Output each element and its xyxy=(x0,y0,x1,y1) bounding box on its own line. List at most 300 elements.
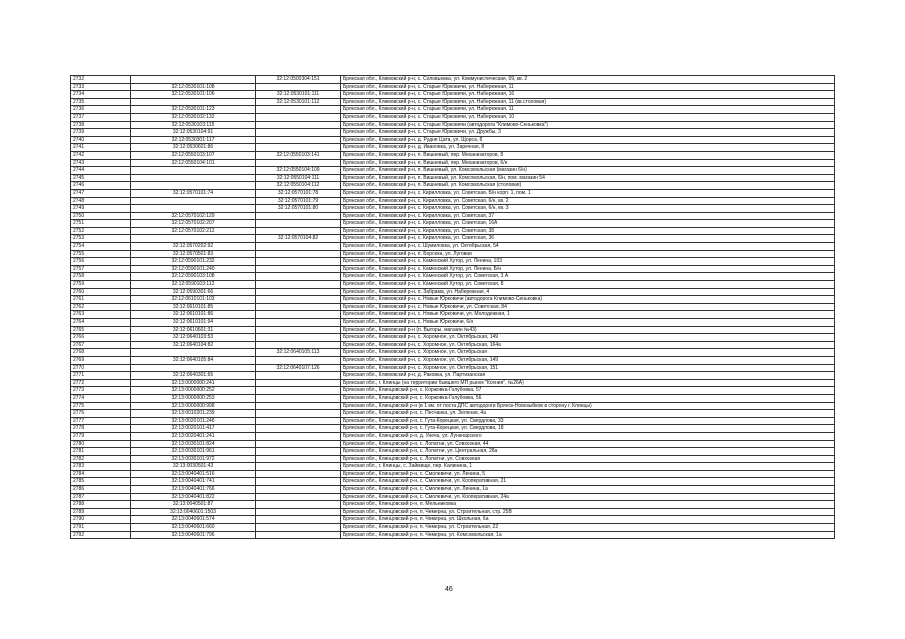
table-row xyxy=(71,243,835,251)
building-cadastral-number-cell xyxy=(256,440,341,448)
row-number-cell: 2768 xyxy=(71,349,131,357)
table-row xyxy=(71,106,835,114)
address-cell: Брянская обл., Климовский р-н, п. Вишневый, пер. Механизаторов, 6/н xyxy=(341,159,835,167)
table-row xyxy=(71,220,835,228)
table-row xyxy=(71,394,835,402)
address-cell: Брянская обл., Клинцовский р-н, п. Мельниковка xyxy=(341,501,835,509)
land-cadastral-number-cell: 32:13:0040401:516 xyxy=(131,470,256,478)
table-row xyxy=(71,463,835,471)
row-number-cell: 2777 xyxy=(71,417,131,425)
table-row xyxy=(71,501,835,509)
building-cadastral-number-cell xyxy=(256,136,341,144)
address-cell: Брянская обл., Климовский р-н, с. Каменский Хутор, ул. Советская, 3 А xyxy=(341,273,835,281)
building-cadastral-number-cell xyxy=(256,273,341,281)
table-row xyxy=(71,516,835,524)
address-cell: Брянская обл., Клинцовский р-н, с. Смолевичи, ул. Кооперативная, 21 xyxy=(341,478,835,486)
address-cell: Брянская обл., Климовский р-н, п. Забрама, ул. Набережная, 4 xyxy=(341,288,835,296)
table-row xyxy=(71,205,835,213)
address-cell: Брянская обл., Клинцовский р-н, д. Унеча, ул. Луначарского xyxy=(341,432,835,440)
land-cadastral-number-cell: 32:13:0040601:660 xyxy=(131,524,256,532)
land-cadastral-number-cell: 32:13:0040401:822 xyxy=(131,493,256,501)
address-cell: Брянская обл., Климовский р-н, с. Хоромное, ул. Октябрьская, 149 xyxy=(341,334,835,342)
address-cell: Брянская обл., Климовский р-н, с. Шумиловка, ул. Октябрьская, 54 xyxy=(341,243,835,251)
table-row xyxy=(71,486,835,494)
address-cell: Брянская обл., Климовский р-н, с. Старые Юрковичи, ул. Набережная, 16 xyxy=(341,91,835,99)
address-cell: Брянская обл., Климовский р-н, с. Хоромное, ул. Октябрьская, 164а xyxy=(341,341,835,349)
building-cadastral-number-cell: 32:12:0570101:79 xyxy=(256,197,341,205)
land-cadastral-number-cell: 32:13:0020101:246 xyxy=(131,417,256,425)
building-cadastral-number-cell xyxy=(256,470,341,478)
land-cadastral-number-cell: 32:12:0640105:84 xyxy=(131,356,256,364)
land-cadastral-number-cell: 32:12:0530101:108 xyxy=(131,83,256,91)
land-cadastral-number-cell: 32:12:0570102:129 xyxy=(131,212,256,220)
land-cadastral-number-cell: 32:13:0010201:239 xyxy=(131,410,256,418)
address-cell: Брянская обл., Клинцовский р-н, с. Смолевичи, ул. Ленина, 5 xyxy=(341,470,835,478)
address-cell: Брянская обл., Климовский р-н, с. Хоромное, ул. Октябрьская xyxy=(341,349,835,357)
table-row xyxy=(71,379,835,387)
land-cadastral-number-cell: 32:12:0640104:82 xyxy=(131,341,256,349)
row-number-cell: 2782 xyxy=(71,455,131,463)
table-row xyxy=(71,326,835,334)
land-cadastral-number-cell: 32:13:0020401:241 xyxy=(131,432,256,440)
building-cadastral-number-cell: 32:12:0640107:126 xyxy=(256,364,341,372)
land-cadastral-number-cell: 32:12:0610101:103 xyxy=(131,296,256,304)
address-cell: Брянская обл., Климовский р-н, с. Кирилловка, ул. Советская, 37 xyxy=(341,212,835,220)
table-row xyxy=(71,250,835,258)
table-row xyxy=(71,349,835,357)
address-cell: Брянская обл., Климовский р-н, с. Старые Юрковичи, ул. Набережная, 11 xyxy=(341,106,835,114)
table-row xyxy=(71,448,835,456)
table-row xyxy=(71,432,835,440)
table-row xyxy=(71,227,835,235)
row-number-cell: 2787 xyxy=(71,493,131,501)
building-cadastral-number-cell: 32:12:0500304:151 xyxy=(256,76,341,84)
row-number-cell: 2746 xyxy=(71,182,131,190)
register-table xyxy=(70,75,835,539)
building-cadastral-number-cell: 32:12:0530101:112 xyxy=(256,98,341,106)
building-cadastral-number-cell: 32:12:0530101:111 xyxy=(256,91,341,99)
table-row xyxy=(71,440,835,448)
table-row xyxy=(71,189,835,197)
land-cadastral-number-cell: 32:12:0640103:53 xyxy=(131,334,256,342)
land-cadastral-number-cell: 32:13:0030101:961 xyxy=(131,448,256,456)
row-number-cell: 2772 xyxy=(71,379,131,387)
address-cell: Брянская обл., Клинцовский р-н, с. Коржовка-Голубовка, 57 xyxy=(341,387,835,395)
table-row xyxy=(71,493,835,501)
address-cell: Брянская обл., Климовский р-н, п. Вишневый, ул. Комсомольская, 6/н, пом. магазин 54 xyxy=(341,174,835,182)
building-cadastral-number-cell: 32:12:0570101:80 xyxy=(256,205,341,213)
register-table-body xyxy=(71,76,835,539)
land-cadastral-number-cell xyxy=(131,182,256,190)
land-cadastral-number-cell xyxy=(131,235,256,243)
table-row xyxy=(71,356,835,364)
address-cell: Брянская обл., Климовский р-н, с. Новые Юрковичи, ул. Советская, 84 xyxy=(341,303,835,311)
land-cadastral-number-cell: 32:12:0640301:65 xyxy=(131,372,256,380)
table-row xyxy=(71,387,835,395)
address-cell: Брянская обл., Клинцовский р-н, с. Лопатни, ул. Совхозная xyxy=(341,455,835,463)
row-number-cell: 2737 xyxy=(71,113,131,121)
table-row xyxy=(71,334,835,342)
table-row xyxy=(71,83,835,91)
table-row xyxy=(71,319,835,327)
building-cadastral-number-cell: 32:12:0570104:82 xyxy=(256,235,341,243)
address-cell: Брянская обл., Клинцовский р-н, с. Лопатни, ул. Совхозная, 44 xyxy=(341,440,835,448)
building-cadastral-number-cell xyxy=(256,106,341,114)
table-row xyxy=(71,410,835,418)
building-cadastral-number-cell xyxy=(256,281,341,289)
row-number-cell: 2748 xyxy=(71,197,131,205)
row-number-cell: 2759 xyxy=(71,281,131,289)
row-number-cell: 2764 xyxy=(71,319,131,327)
address-cell: Брянская обл., Клинцовский р-н, с. Коржовка-Голубовка, 56 xyxy=(341,394,835,402)
address-cell: Брянская обл., Климовский р-н (п. Выгоры, магазин №43) xyxy=(341,326,835,334)
address-cell: Брянская обл., Климовский р-н, с. Хоромное, ул. Октябрьская, 151 xyxy=(341,364,835,372)
address-cell: Брянская обл., Климовский р-н, с. Новые Юрковичи, ул. Молодежная, 1 xyxy=(341,311,835,319)
building-cadastral-number-cell xyxy=(256,311,341,319)
row-number-cell: 2791 xyxy=(71,524,131,532)
address-cell: Брянская обл., Климовский р-н, п. Вишневый, пер. Механизаторов, 8 xyxy=(341,151,835,159)
row-number-cell: 2732 xyxy=(71,76,131,84)
land-cadastral-number-cell: 32:12:0590301:66 xyxy=(131,288,256,296)
row-number-cell: 2747 xyxy=(71,189,131,197)
row-number-cell: 2761 xyxy=(71,296,131,304)
row-number-cell: 2742 xyxy=(71,151,131,159)
land-cadastral-number-cell xyxy=(131,98,256,106)
building-cadastral-number-cell xyxy=(256,121,341,129)
land-cadastral-number-cell: 32:13:0040401:741 xyxy=(131,478,256,486)
table-row xyxy=(71,303,835,311)
table-row xyxy=(71,425,835,433)
address-cell: Брянская обл., г. Клинцы, с. Займище, пер. Калинина, 1 xyxy=(341,463,835,471)
table-row xyxy=(71,129,835,137)
land-cadastral-number-cell: 32:12:0590103:108 xyxy=(131,273,256,281)
building-cadastral-number-cell xyxy=(256,425,341,433)
address-cell: Брянская обл., Климовский р-н, п. Борсека, ул. Луговая xyxy=(341,250,835,258)
land-cadastral-number-cell xyxy=(131,174,256,182)
address-cell: Брянская обл., Климовский р-н, с. Новые Юрковичи (автодорога Климово-Сеньковка) xyxy=(341,296,835,304)
row-number-cell: 2758 xyxy=(71,273,131,281)
building-cadastral-number-cell xyxy=(256,265,341,273)
address-cell: Брянская обл., Клинцовский р-н, п. Чемерна, ул. Строительная, 22 xyxy=(341,524,835,532)
table-row xyxy=(71,167,835,175)
building-cadastral-number-cell xyxy=(256,387,341,395)
land-cadastral-number-cell: 32:12:0550103:107 xyxy=(131,151,256,159)
building-cadastral-number-cell xyxy=(256,334,341,342)
building-cadastral-number-cell: 32:12:0550104:111 xyxy=(256,174,341,182)
address-cell: Брянская обл., Климовский р-н, с. Каменский Хутор, ул. Советская, 8 xyxy=(341,281,835,289)
land-cadastral-number-cell: 32:13:0030101:972 xyxy=(131,455,256,463)
row-number-cell: 2760 xyxy=(71,288,131,296)
building-cadastral-number-cell xyxy=(256,227,341,235)
address-cell: Брянская обл., Климовский р-н, с. Соловьевка, ул. Коммунистическая, 99, кв. 2 xyxy=(341,76,835,84)
address-cell: Брянская обл., Клинцовский р-н, п. Чемерна, ул. Школьная, 6а xyxy=(341,516,835,524)
land-cadastral-number-cell: 32:12:0530103:115 xyxy=(131,121,256,129)
building-cadastral-number-cell xyxy=(256,402,341,410)
row-number-cell: 2751 xyxy=(71,220,131,228)
table-row xyxy=(71,151,835,159)
building-cadastral-number-cell xyxy=(256,524,341,532)
row-number-cell: 2739 xyxy=(71,129,131,137)
address-cell: Брянская обл., Климовский р-н, с. Старые Юрковичи (автодорога "Климово-Сеньковка") xyxy=(341,121,835,129)
address-cell: Брянская обл., Климовский р-н, с. Кирилловка, ул. Советская, 38 xyxy=(341,227,835,235)
building-cadastral-number-cell xyxy=(256,501,341,509)
land-cadastral-number-cell: 32:12:0570202:92 xyxy=(131,243,256,251)
address-cell: Брянская обл., Клинцовский р-н (в 1 км. от поста ДПС автодороги Брянск-Новозыбков в сторону г. Клинцы) xyxy=(341,402,835,410)
building-cadastral-number-cell xyxy=(256,448,341,456)
row-number-cell: 2770 xyxy=(71,364,131,372)
building-cadastral-number-cell xyxy=(256,250,341,258)
address-cell: Брянская обл., Климовский р-н, д. Ивановка, ул. Заречная, 8 xyxy=(341,144,835,152)
land-cadastral-number-cell: 32:13:0030101:824 xyxy=(131,440,256,448)
address-cell: Брянская обл., Клинцовский р-н, с. Лопатни, ул. Центральная, 28а xyxy=(341,448,835,456)
table-row xyxy=(71,212,835,220)
row-number-cell: 2756 xyxy=(71,258,131,266)
table-row xyxy=(71,258,835,266)
land-cadastral-number-cell: 32:13:0020101:417 xyxy=(131,425,256,433)
row-number-cell: 2767 xyxy=(71,341,131,349)
table-row xyxy=(71,265,835,273)
building-cadastral-number-cell: 32:12:0550104:109 xyxy=(256,167,341,175)
building-cadastral-number-cell xyxy=(256,341,341,349)
row-number-cell: 2765 xyxy=(71,326,131,334)
table-row xyxy=(71,402,835,410)
row-number-cell: 2762 xyxy=(71,303,131,311)
table-row xyxy=(71,524,835,532)
building-cadastral-number-cell xyxy=(256,516,341,524)
land-cadastral-number-cell: 32:13:0040601:574 xyxy=(131,516,256,524)
land-cadastral-number-cell: 32:13:0000000:241 xyxy=(131,379,256,387)
building-cadastral-number-cell xyxy=(256,220,341,228)
table-row xyxy=(71,341,835,349)
land-cadastral-number-cell: 32:12:0610601:31 xyxy=(131,326,256,334)
table-row xyxy=(71,136,835,144)
row-number-cell: 2790 xyxy=(71,516,131,524)
table-row xyxy=(71,531,835,539)
address-cell: Брянская обл., Клинцовский р-н, с. Гута-Корецкая, ул. Свердлова, 33 xyxy=(341,417,835,425)
row-number-cell: 2733 xyxy=(71,83,131,91)
row-number-cell: 2771 xyxy=(71,372,131,380)
building-cadastral-number-cell xyxy=(256,303,341,311)
row-number-cell: 2757 xyxy=(71,265,131,273)
land-cadastral-number-cell: 32:13:0000000:252 xyxy=(131,387,256,395)
address-cell: Брянская обл., Климовский р-н, с. Старые Юрковичи, ул. Набережная, 10 xyxy=(341,113,835,121)
row-number-cell: 2773 xyxy=(71,387,131,395)
land-cadastral-number-cell: 32:12:0570102:207 xyxy=(131,220,256,228)
row-number-cell: 2755 xyxy=(71,250,131,258)
land-cadastral-number-cell: 32:12:0530101:123 xyxy=(131,106,256,114)
land-cadastral-number-cell: 32:12:0530301:117 xyxy=(131,136,256,144)
table-row xyxy=(71,98,835,106)
row-number-cell: 2792 xyxy=(71,531,131,539)
land-cadastral-number-cell: 32:12:0570101:74 xyxy=(131,189,256,197)
building-cadastral-number-cell xyxy=(256,113,341,121)
building-cadastral-number-cell: 32:12:0570101:78 xyxy=(256,189,341,197)
land-cadastral-number-cell: 32:12:0610101:86 xyxy=(131,311,256,319)
address-cell: Брянская обл., Климовский р-н, с. Кирилловка, ул. Советская, Б/н корп. 1, пом. 1 xyxy=(341,189,835,197)
address-cell: Брянская обл., Климовский р-н, с. Каменский Хутор, ул. Ленина, Б/н xyxy=(341,265,835,273)
building-cadastral-number-cell xyxy=(256,463,341,471)
table-row xyxy=(71,144,835,152)
row-number-cell: 2745 xyxy=(71,174,131,182)
row-number-cell: 2749 xyxy=(71,205,131,213)
address-cell: Брянская обл., Климовский р-н, с. Кирилловка, ул. Советская, 16А xyxy=(341,220,835,228)
building-cadastral-number-cell: 32:12:0640105:113 xyxy=(256,349,341,357)
building-cadastral-number-cell xyxy=(256,319,341,327)
row-number-cell: 2786 xyxy=(71,486,131,494)
address-cell: Брянская обл., Климовский р-н, с. Кирилловка, ул. Советская, 36 xyxy=(341,235,835,243)
address-cell: Брянская обл., Климовский р-н, с. Старые Юрковичи, ул. Дружбы, 3 xyxy=(341,129,835,137)
table-row xyxy=(71,182,835,190)
table-row xyxy=(71,455,835,463)
table-row xyxy=(71,235,835,243)
land-cadastral-number-cell xyxy=(131,76,256,84)
building-cadastral-number-cell xyxy=(256,417,341,425)
land-cadastral-number-cell xyxy=(131,197,256,205)
address-cell: Брянская обл., Климовский р-н, с. Хоромное, ул. Октябрьская, 149 xyxy=(341,356,835,364)
land-cadastral-number-cell: 32:12:0550104:101 xyxy=(131,159,256,167)
table-row xyxy=(71,470,835,478)
address-cell: Брянская обл., Климовский р-н, с. Новые Юрковичи, 6/н xyxy=(341,319,835,327)
table-row xyxy=(71,174,835,182)
row-number-cell: 2736 xyxy=(71,106,131,114)
row-number-cell: 2780 xyxy=(71,440,131,448)
address-cell: Брянская обл., Клинцовский р-н, п. Чемерна, ул. Строительная, стр. 25В xyxy=(341,508,835,516)
land-cadastral-number-cell: 32:13:0000000:253 xyxy=(131,394,256,402)
building-cadastral-number-cell xyxy=(256,394,341,402)
row-number-cell: 2769 xyxy=(71,356,131,364)
land-cadastral-number-cell: 32:12:0530101:106 xyxy=(131,91,256,99)
address-cell: Брянская обл., Климовский р-н, п. Вишневый, ул. Комсомольская (магазин 6/н) xyxy=(341,167,835,175)
address-cell: Брянская обл., Климовский р-н, с. Старые Юрковичи, ул. Набережная, 11 xyxy=(341,83,835,91)
row-number-cell: 2788 xyxy=(71,501,131,509)
address-cell: Брянская обл., Клинцовский р-н, с. Смолевичи, ул. Ленина, 1а xyxy=(341,486,835,494)
building-cadastral-number-cell xyxy=(256,296,341,304)
building-cadastral-number-cell xyxy=(256,478,341,486)
row-number-cell: 2783 xyxy=(71,463,131,471)
land-cadastral-number-cell: 32:12:0590101:232 xyxy=(131,258,256,266)
land-cadastral-number-cell: 32:12:0530102:132 xyxy=(131,113,256,121)
land-cadastral-number-cell: 32:12:0610101:85 xyxy=(131,303,256,311)
land-cadastral-number-cell: 32:12:0570102:212 xyxy=(131,227,256,235)
address-cell: Брянская обл., Климовский р-н, п. Вишневый, ул. Комсомольская (столовая) xyxy=(341,182,835,190)
land-cadastral-number-cell: 32:12:0530104:91 xyxy=(131,129,256,137)
row-number-cell: 2763 xyxy=(71,311,131,319)
table-row xyxy=(71,478,835,486)
building-cadastral-number-cell xyxy=(256,356,341,364)
table-row xyxy=(71,364,835,372)
row-number-cell: 2775 xyxy=(71,402,131,410)
table-row xyxy=(71,197,835,205)
address-cell: Брянская обл., Климовский р-н, д. Рудня Цата, ул. Щорса, 8 xyxy=(341,136,835,144)
row-number-cell: 2741 xyxy=(71,144,131,152)
building-cadastral-number-cell: 32:12:0550103:141 xyxy=(256,151,341,159)
building-cadastral-number-cell xyxy=(256,129,341,137)
address-cell: Брянская обл., Клинцовский р-н, с. Гута-Корецкая, ул. Свердлова, 18 xyxy=(341,425,835,433)
row-number-cell: 2735 xyxy=(71,98,131,106)
building-cadastral-number-cell xyxy=(256,508,341,516)
table-row xyxy=(71,113,835,121)
building-cadastral-number-cell xyxy=(256,258,341,266)
address-cell: Брянская обл., Климовский р-н, с. Кирилловка, ул. Советская, 6/н, кв. 3 xyxy=(341,205,835,213)
address-cell: Брянская обл., Клинцовский р-н, п. Чемерна, ул. Комсомольская, 1а xyxy=(341,531,835,539)
land-cadastral-number-cell: 32:13:0040601:796 xyxy=(131,531,256,539)
address-cell: Брянская обл., Климовский р-н, с. Каменский Хутор, ул. Ленина, 103 xyxy=(341,258,835,266)
row-number-cell: 2743 xyxy=(71,159,131,167)
land-cadastral-number-cell: 32:12:0590103:112 xyxy=(131,281,256,289)
land-cadastral-number-cell: 32:13:0030501:43 xyxy=(131,463,256,471)
row-number-cell: 2740 xyxy=(71,136,131,144)
land-cadastral-number-cell: 32:13:0040401:766 xyxy=(131,486,256,494)
table-row xyxy=(71,159,835,167)
row-number-cell: 2754 xyxy=(71,243,131,251)
page-number: 46 xyxy=(445,586,453,593)
row-number-cell: 2779 xyxy=(71,432,131,440)
building-cadastral-number-cell xyxy=(256,159,341,167)
building-cadastral-number-cell xyxy=(256,379,341,387)
address-cell: Брянская обл., Клинцовский р-н, с. Песчанка, ул. Зеленая, 4а xyxy=(341,410,835,418)
row-number-cell: 2752 xyxy=(71,227,131,235)
row-number-cell: 2789 xyxy=(71,508,131,516)
row-number-cell: 2734 xyxy=(71,91,131,99)
table-row xyxy=(71,311,835,319)
building-cadastral-number-cell xyxy=(256,455,341,463)
row-number-cell: 2784 xyxy=(71,470,131,478)
row-number-cell: 2781 xyxy=(71,448,131,456)
row-number-cell: 2785 xyxy=(71,478,131,486)
land-cadastral-number-cell: 32:13:0040501:87 xyxy=(131,501,256,509)
land-cadastral-number-cell: 32:13:0040601:1503 xyxy=(131,508,256,516)
building-cadastral-number-cell xyxy=(256,288,341,296)
building-cadastral-number-cell xyxy=(256,326,341,334)
table-row xyxy=(71,273,835,281)
building-cadastral-number-cell xyxy=(256,372,341,380)
building-cadastral-number-cell: 32:12:0550104:112 xyxy=(256,182,341,190)
table-row xyxy=(71,296,835,304)
table-row xyxy=(71,508,835,516)
building-cadastral-number-cell xyxy=(256,243,341,251)
building-cadastral-number-cell xyxy=(256,531,341,539)
row-number-cell: 2776 xyxy=(71,410,131,418)
row-number-cell: 2750 xyxy=(71,212,131,220)
table-row xyxy=(71,281,835,289)
table-row xyxy=(71,121,835,129)
table-row xyxy=(71,417,835,425)
land-cadastral-number-cell xyxy=(131,205,256,213)
land-cadastral-number-cell xyxy=(131,167,256,175)
table-row xyxy=(71,91,835,99)
address-cell: Брянская обл., г. Клинцы (на территории бывшего МП рынок "Ксения", №26А) xyxy=(341,379,835,387)
land-cadastral-number-cell: 32:12:0610101:94 xyxy=(131,319,256,327)
building-cadastral-number-cell xyxy=(256,486,341,494)
table-row xyxy=(71,288,835,296)
building-cadastral-number-cell xyxy=(256,212,341,220)
row-number-cell: 2744 xyxy=(71,167,131,175)
building-cadastral-number-cell xyxy=(256,432,341,440)
row-number-cell: 2774 xyxy=(71,394,131,402)
land-cadastral-number-cell xyxy=(131,349,256,357)
row-number-cell: 2778 xyxy=(71,425,131,433)
address-cell: Брянская обл., Климовский р-н, с. Кирилловка, ул. Советская, 6/н, кв. 2 xyxy=(341,197,835,205)
table-row xyxy=(71,76,835,84)
row-number-cell: 2766 xyxy=(71,334,131,342)
land-cadastral-number-cell xyxy=(131,364,256,372)
land-cadastral-number-cell: 32:12:0530601:86 xyxy=(131,144,256,152)
building-cadastral-number-cell xyxy=(256,144,341,152)
land-cadastral-number-cell: 32:12:0590101:240 xyxy=(131,265,256,273)
table-row xyxy=(71,372,835,380)
building-cadastral-number-cell xyxy=(256,83,341,91)
land-cadastral-number-cell: 32:12:0570501:83 xyxy=(131,250,256,258)
